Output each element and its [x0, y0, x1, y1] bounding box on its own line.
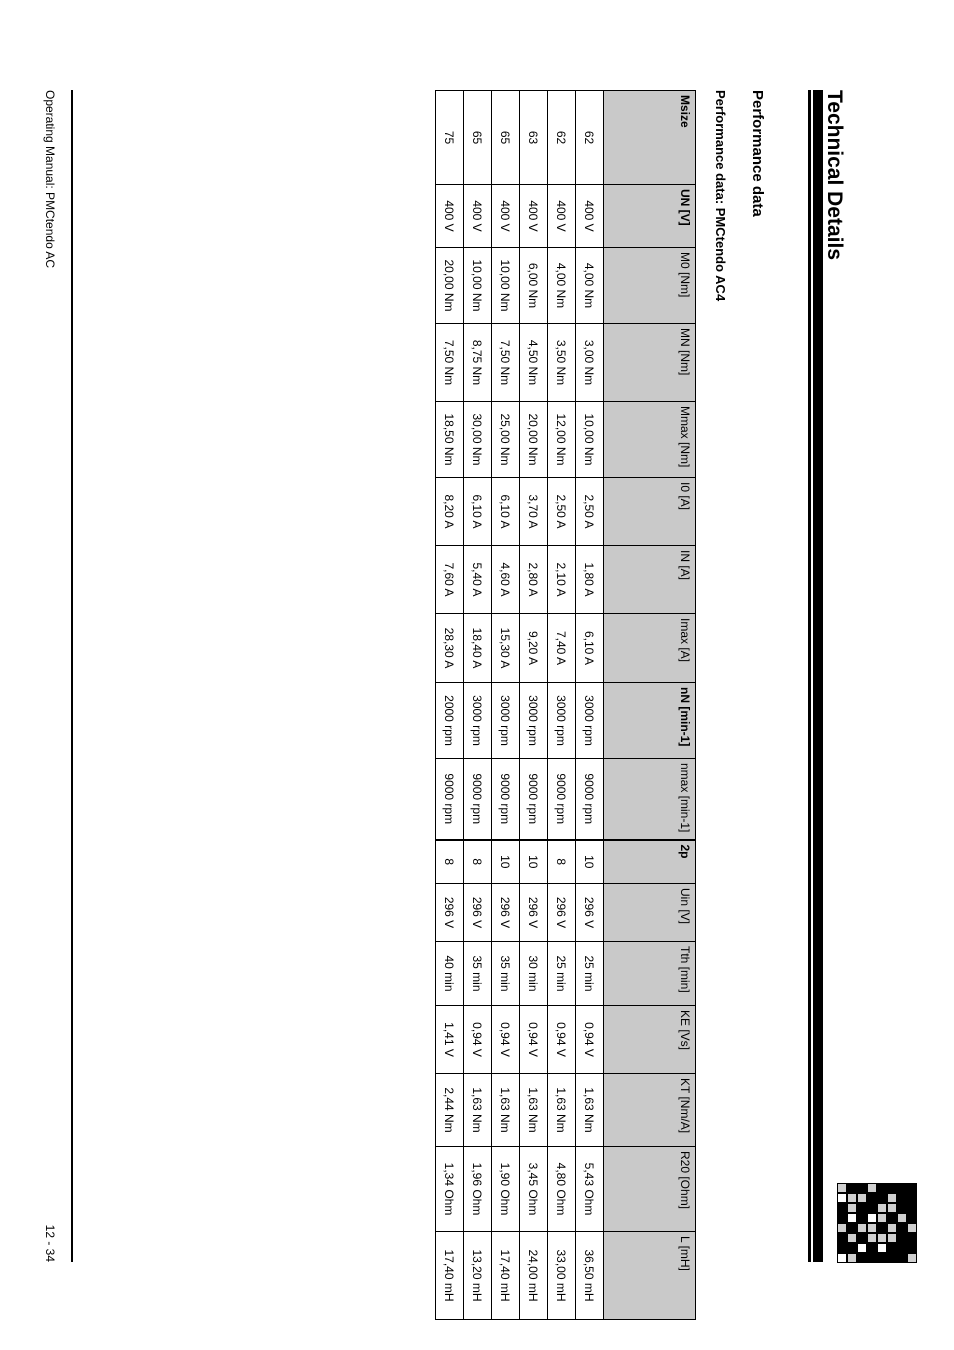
logo-cell — [887, 1253, 897, 1263]
table-cell: 8 — [436, 840, 464, 884]
logo-cell — [857, 1233, 867, 1243]
table-cell: 9,20 A — [520, 614, 548, 683]
logo-cell — [877, 1183, 887, 1193]
table-cell: 20,00 Nm — [520, 402, 548, 478]
table-cell: 7,50 Nm — [436, 324, 464, 402]
table-cell: 9000 rpm — [576, 759, 604, 840]
logo-cell — [897, 1193, 907, 1203]
table-cell: 75 — [436, 91, 464, 185]
table-cell: 0,94 V — [548, 1006, 576, 1074]
column-header-m0: M0 [Nm] — [604, 248, 696, 324]
logo-cell — [867, 1243, 877, 1253]
table-cell: 7,40 A — [548, 614, 576, 683]
table-cell: 12,00 Nm — [548, 402, 576, 478]
table-cell: 9000 rpm — [520, 759, 548, 840]
logo-cell — [867, 1253, 877, 1263]
table-cell: 9000 rpm — [436, 759, 464, 840]
table-cell: 5,43 Ohm — [576, 1147, 604, 1232]
table-cell: 33,00 mH — [548, 1232, 576, 1320]
logo-cell — [857, 1203, 867, 1213]
logo-cell — [897, 1183, 907, 1193]
logo-cell — [877, 1203, 887, 1213]
table-cell: 62 — [576, 91, 604, 185]
table-cell: 1,90 Ohm — [492, 1147, 520, 1232]
table-cell: 3000 rpm — [548, 683, 576, 759]
table-header-row — [604, 91, 696, 1320]
logo-cell — [847, 1223, 857, 1233]
table-cell: 6,10 A — [464, 478, 492, 546]
logo-cell — [897, 1233, 907, 1243]
table-cell: 4,00 Nm — [548, 248, 576, 324]
table-cell: 2,10 A — [548, 546, 576, 614]
logo-cell — [897, 1243, 907, 1253]
table-cell: 10,00 Nm — [576, 402, 604, 478]
logo-cell — [837, 1213, 847, 1223]
logo-cell — [867, 1223, 877, 1233]
table-cell: 8,20 A — [436, 478, 464, 546]
logo-cell — [837, 1183, 847, 1193]
table-cell: 3,00 Nm — [576, 324, 604, 402]
table-cell: 2,50 A — [576, 478, 604, 546]
logo-cell — [907, 1203, 917, 1213]
logo-cell — [907, 1193, 917, 1203]
title-rule-thin — [808, 90, 811, 1262]
table-cell: 0,94 V — [520, 1006, 548, 1074]
column-header-nmax: nmax [min-1] — [604, 759, 696, 840]
table-cell: 10 — [492, 840, 520, 884]
logo-cell — [877, 1253, 887, 1263]
logo-cell — [887, 1183, 897, 1193]
table-cell: 1,63 Nm — [520, 1074, 548, 1147]
table-cell: 296 V — [520, 884, 548, 942]
table-cell: 400 V — [492, 185, 520, 248]
logo-cell — [857, 1183, 867, 1193]
section-title: Performance data — [749, 90, 766, 217]
table-cell: 0,94 V — [576, 1006, 604, 1074]
logo-cell — [877, 1243, 887, 1253]
table-cell: 4,50 Nm — [520, 324, 548, 402]
title-rule-thick — [813, 90, 823, 1262]
logo-cell — [857, 1213, 867, 1223]
logo-cell — [887, 1243, 897, 1253]
table-cell: 13,20 mH — [464, 1232, 492, 1320]
logo-cell — [837, 1233, 847, 1243]
table-cell: 18,50 Nm — [436, 402, 464, 478]
column-header-nn: nN [min-1] — [604, 683, 696, 759]
table-cell: 10,00 Nm — [464, 248, 492, 324]
table-row — [464, 91, 492, 1320]
logo-cell — [857, 1243, 867, 1253]
table-cell: 6,10 A — [492, 478, 520, 546]
table-cell: 3,50 Nm — [548, 324, 576, 402]
footer-page-number: 12 - 34 — [43, 1224, 57, 1262]
logo-cell — [897, 1213, 907, 1223]
column-header-uin: Uin [V] — [604, 884, 696, 942]
column-header-2p: 2p — [604, 840, 696, 884]
logo-cell — [837, 1203, 847, 1213]
column-header-msize: Msize — [604, 91, 696, 185]
table-cell: 400 V — [520, 185, 548, 248]
table-cell: 36,50 mH — [576, 1232, 604, 1320]
table-cell: 6,00 Nm — [520, 248, 548, 324]
column-header-in: IN [A] — [604, 546, 696, 614]
logo-cell — [907, 1183, 917, 1193]
column-header-imax: Imax [A] — [604, 614, 696, 683]
table-cell: 65 — [464, 91, 492, 185]
table-cell: 7,60 A — [436, 546, 464, 614]
table-cell: 28,30 A — [436, 614, 464, 683]
table-cell: 63 — [520, 91, 548, 185]
table-cell: 62 — [548, 91, 576, 185]
table-cell: 9000 rpm — [548, 759, 576, 840]
table-cell: 8 — [464, 840, 492, 884]
logo-cell — [867, 1233, 877, 1243]
logo-cell — [887, 1233, 897, 1243]
table-cell: 30 min — [520, 942, 548, 1006]
column-header-un: UN [V] — [604, 185, 696, 248]
table-cell: 1,63 Nm — [464, 1074, 492, 1147]
table-cell: 35 min — [464, 942, 492, 1006]
logo-cell — [907, 1243, 917, 1253]
table-cell: 296 V — [464, 884, 492, 942]
logo-cell — [857, 1223, 867, 1233]
table-cell: 4,80 Ohm — [548, 1147, 576, 1232]
footer-manual-title: Operating Manual: PMCtendo AC — [43, 90, 57, 269]
table-cell: 6,10 A — [576, 614, 604, 683]
table-cell: 2,50 A — [548, 478, 576, 546]
logo-cell — [847, 1253, 857, 1263]
logo-cell — [897, 1203, 907, 1213]
table-cell: 9000 rpm — [464, 759, 492, 840]
column-header-i0: I0 [A] — [604, 478, 696, 546]
table-row — [492, 91, 520, 1320]
logo-cell — [907, 1253, 917, 1263]
subsection-title: Performance data: PMCtendo AC4 — [713, 90, 728, 302]
logo-cell — [857, 1253, 867, 1263]
table-cell: 3000 rpm — [464, 683, 492, 759]
logo-cell — [837, 1223, 847, 1233]
table-cell: 8 — [548, 840, 576, 884]
logo-cell — [847, 1203, 857, 1213]
table-cell: 1,34 Ohm — [436, 1147, 464, 1232]
table-cell: 1,80 A — [576, 546, 604, 614]
logo-cell — [847, 1213, 857, 1223]
table-cell: 10 — [520, 840, 548, 884]
table-cell: 9000 rpm — [492, 759, 520, 840]
page-title: Technical Details — [823, 90, 846, 261]
table-cell: 35 min — [492, 942, 520, 1006]
table-cell: 10,00 Nm — [492, 248, 520, 324]
logo-cell — [847, 1193, 857, 1203]
table-cell: 3,45 Ohm — [520, 1147, 548, 1232]
table-cell: 1,63 Nm — [576, 1074, 604, 1147]
logo-cell — [887, 1223, 897, 1233]
logo-cell — [847, 1233, 857, 1243]
table-row — [436, 91, 464, 1320]
table-cell: 65 — [492, 91, 520, 185]
table-cell: 1,41 V — [436, 1006, 464, 1074]
table-cell: 296 V — [576, 884, 604, 942]
table-cell: 1,63 Nm — [548, 1074, 576, 1147]
table-cell: 4,00 Nm — [576, 248, 604, 324]
logo-cell — [897, 1223, 907, 1233]
logo-cell — [837, 1243, 847, 1253]
table-cell: 4,60 A — [492, 546, 520, 614]
table-cell: 1,63 Nm — [492, 1074, 520, 1147]
logo-cell — [857, 1193, 867, 1203]
performance-table — [435, 90, 696, 1320]
table-cell: 17,40 mH — [492, 1232, 520, 1320]
table-cell: 3000 rpm — [520, 683, 548, 759]
logo-cell — [877, 1193, 887, 1203]
logo-cell — [887, 1203, 897, 1213]
table-cell: 40 min — [436, 942, 464, 1006]
logo-cell — [907, 1223, 917, 1233]
table-cell: 17,40 mH — [436, 1232, 464, 1320]
table-cell: 8,75 Nm — [464, 324, 492, 402]
table-cell: 0,94 V — [464, 1006, 492, 1074]
table-cell: 30,00 Nm — [464, 402, 492, 478]
logo-cell — [907, 1233, 917, 1243]
table-row — [520, 91, 548, 1320]
logo-cell — [907, 1213, 917, 1223]
column-header-ke: KE [Vs] — [604, 1006, 696, 1074]
logo-cell — [867, 1193, 877, 1203]
column-header-tth: Tth [min] — [604, 942, 696, 1006]
table-cell: 3000 rpm — [492, 683, 520, 759]
table-cell: 296 V — [548, 884, 576, 942]
table-cell: 25,00 Nm — [492, 402, 520, 478]
table-cell: 24,00 mH — [520, 1232, 548, 1320]
logo-cell — [867, 1213, 877, 1223]
table-cell: 10 — [576, 840, 604, 884]
table-cell: 2000 rpm — [436, 683, 464, 759]
table-cell: 296 V — [436, 884, 464, 942]
table-cell: 25 min — [548, 942, 576, 1006]
table-cell: 2,44 Nm — [436, 1074, 464, 1147]
table-cell: 3,70 A — [520, 478, 548, 546]
footer-rule — [71, 90, 73, 1262]
table-cell: 25 min — [576, 942, 604, 1006]
table-cell: 15,30 A — [492, 614, 520, 683]
logo-cell — [867, 1183, 877, 1193]
column-header-mn: MN [Nm] — [604, 324, 696, 402]
column-header-mmax: Mmax [Nm] — [604, 402, 696, 478]
logo-cell — [887, 1213, 897, 1223]
table-cell: 20,00 Nm — [436, 248, 464, 324]
table-cell: 7,50 Nm — [492, 324, 520, 402]
logo-cell — [877, 1233, 887, 1243]
table-cell: 5,40 A — [464, 546, 492, 614]
table-row — [548, 91, 576, 1320]
table-cell: 400 V — [576, 185, 604, 248]
logo-cell — [867, 1203, 877, 1213]
column-header-kt: KT [Nm/A] — [604, 1074, 696, 1147]
logo-cell — [847, 1243, 857, 1253]
table-cell: 2,80 A — [520, 546, 548, 614]
table-cell: 18,40 A — [464, 614, 492, 683]
column-header-r20: R20 [Ohm] — [604, 1147, 696, 1232]
table-row — [576, 91, 604, 1320]
logo-cell — [847, 1183, 857, 1193]
table-cell: 400 V — [548, 185, 576, 248]
logo-cell — [877, 1213, 887, 1223]
logo-cell — [837, 1253, 847, 1263]
logo-cell — [887, 1193, 897, 1203]
table-cell: 3000 rpm — [576, 683, 604, 759]
column-header-l: L [mH] — [604, 1232, 696, 1320]
logo-cell — [877, 1223, 887, 1233]
logo-cell — [837, 1193, 847, 1203]
table-cell: 1,96 Ohm — [464, 1147, 492, 1232]
table-cell: 0,94 V — [492, 1006, 520, 1074]
table-cell: 296 V — [492, 884, 520, 942]
table-cell: 400 V — [464, 185, 492, 248]
logo-cell — [897, 1253, 907, 1263]
company-logo-icon — [837, 1183, 917, 1263]
table-cell: 400 V — [436, 185, 464, 248]
